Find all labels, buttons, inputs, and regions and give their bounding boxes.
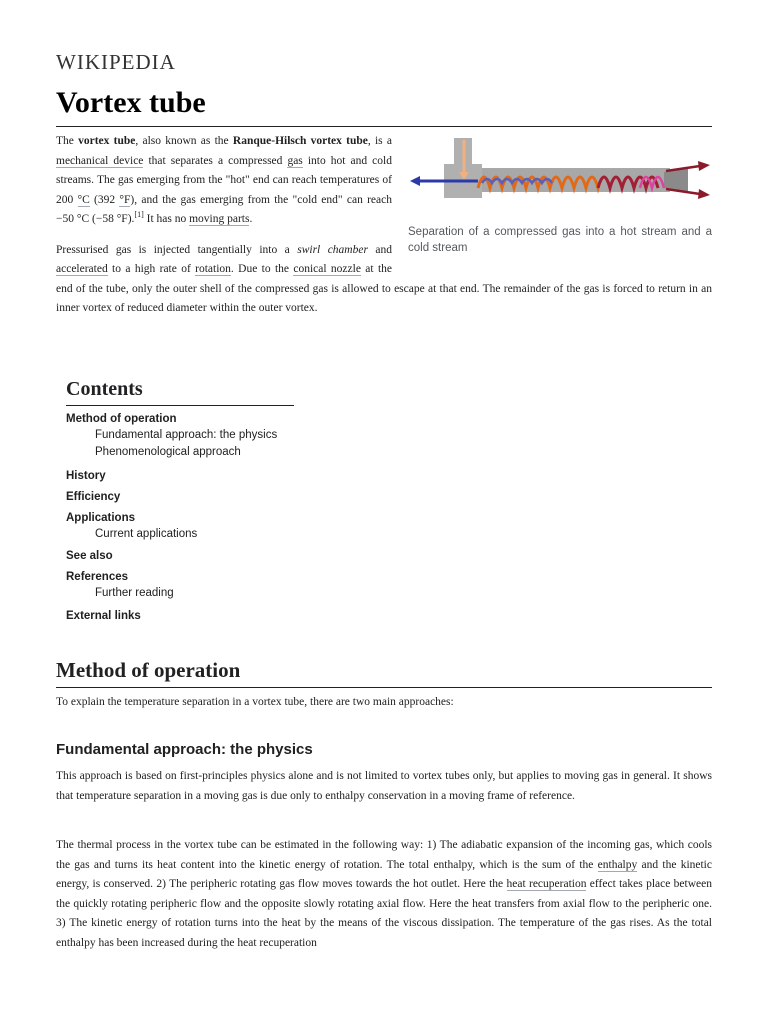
text: to a high rate of: [107, 263, 196, 275]
bold-term-ranque-hilsch: Ranque-Hilsch vortex tube: [232, 135, 368, 147]
link-celsius[interactable]: °C: [77, 193, 90, 206]
link-moving-parts[interactable]: moving parts: [189, 213, 250, 225]
toc-item-external-links[interactable]: External links: [66, 610, 141, 622]
link-mechanical-device[interactable]: mechanical device: [56, 154, 144, 167]
text: ), and the gas emerging from the "cold end" can reach −50 °C (−58 °F).: [56, 193, 392, 225]
toc-subitem-further-reading[interactable]: Further reading: [95, 587, 174, 599]
toc-subitem-fundamental[interactable]: Fundamental approach: the physics: [95, 429, 278, 441]
method-intro: To explain the temperature separation in a vortex tube, there are two main approaches:: [56, 696, 454, 708]
text: . Due to the: [230, 263, 294, 275]
text: , is a: [367, 135, 392, 147]
wikipedia-wordmark[interactable]: WIKIPEDIA: [56, 50, 176, 74]
fundamental-paragraph-1: This approach is based on first-principles physics alone and is not limited to vortex tubes only, but applies to moving gas in general. It shows that temperature separation in a moving gas is due only to enthalpy conservation in a moving frame of reference.: [56, 770, 712, 802]
link-gas[interactable]: gas: [287, 154, 303, 167]
fundamental-paragraph-2: [56, 836, 712, 953]
table-of-contents: [66, 376, 296, 624]
link-conical-nozzle[interactable]: conical nozzle: [293, 263, 361, 275]
text: effect takes place between the quickly rotating peripheric flow and the opposite slowly rotating axial flow. Here the heat transfers from axial flow to the peripheric one. 3) The kinetic energy of rotation turns into the heat by the means of the viscous dissipation. The temperature of the gas rises. As the total enthalpy has been increased during the heat recuperation: [56, 878, 712, 949]
text: that separates a compressed: [143, 154, 288, 167]
toc-item-method[interactable]: Method of operation: [66, 413, 177, 425]
italic-swirl-chamber: swirl chamber: [297, 243, 368, 256]
toc-item-applications[interactable]: Applications: [66, 512, 136, 524]
subsection-heading-fundamental: Fundamental approach: the physics: [56, 741, 313, 758]
text: at the end of the tube, only the outer shell of the compressed gas is allowed to escape at that end. The remainder of the gas is forced to return in an inner vortex of reduced diameter within the outer vortex.: [56, 263, 712, 314]
toc-item-references[interactable]: References: [66, 571, 129, 583]
text: and: [367, 243, 392, 256]
toc-subitem-current-applications[interactable]: Current applications: [95, 528, 198, 540]
link-enthalpy[interactable]: enthalpy: [597, 858, 638, 871]
text: .: [249, 213, 253, 225]
lead-section: [56, 132, 712, 330]
text: , also known as the: [135, 135, 233, 147]
toc-item-efficiency[interactable]: Efficiency: [66, 491, 121, 503]
section-heading-method: Method of operation: [56, 656, 712, 688]
article-title: Vortex tube: [56, 84, 712, 127]
toc-item-history[interactable]: History: [66, 470, 106, 482]
text: The: [56, 135, 79, 147]
link-accelerated[interactable]: accelerated: [56, 263, 108, 275]
bold-term-vortex-tube: vortex tube: [78, 135, 136, 147]
link-rotation[interactable]: rotation: [195, 263, 231, 275]
vortex-tube-figure: [408, 132, 712, 256]
link-fahrenheit[interactable]: °F: [119, 193, 131, 206]
toc-list: [66, 411, 296, 624]
toc-subitem-phenomenological[interactable]: Phenomenological approach: [95, 446, 241, 458]
figure-caption: Separation of a compressed gas into a hot stream and a cold stream: [408, 226, 712, 254]
text: and the kinetic energy, is conserved. 2) The peripheric rotating gas flow moves towards the hot outlet. Here the: [56, 858, 712, 890]
text: (392: [89, 193, 120, 206]
text: into hot and cold streams. The gas emerging from the "hot" end can reach temperatures of 200: [56, 154, 392, 206]
vortex-tube-diagram[interactable]: [408, 138, 712, 222]
link-heat-recuperation[interactable]: heat recuperation: [506, 878, 587, 890]
toc-heading: Contents: [66, 376, 294, 406]
text: The thermal process in the vortex tube can be estimated in the following way: 1) The adiabatic expansion of the incoming gas, which cools the gas and turns its heat content into the kinetic energy of rotation. The total enthalpy, which is the sum of the: [56, 839, 712, 871]
toc-item-see-also[interactable]: See also: [66, 550, 113, 562]
text: Pressurised gas is injected tangentially into a: [56, 243, 298, 256]
text: It has no: [143, 213, 190, 225]
citation-1[interactable]: [1]: [134, 210, 144, 220]
